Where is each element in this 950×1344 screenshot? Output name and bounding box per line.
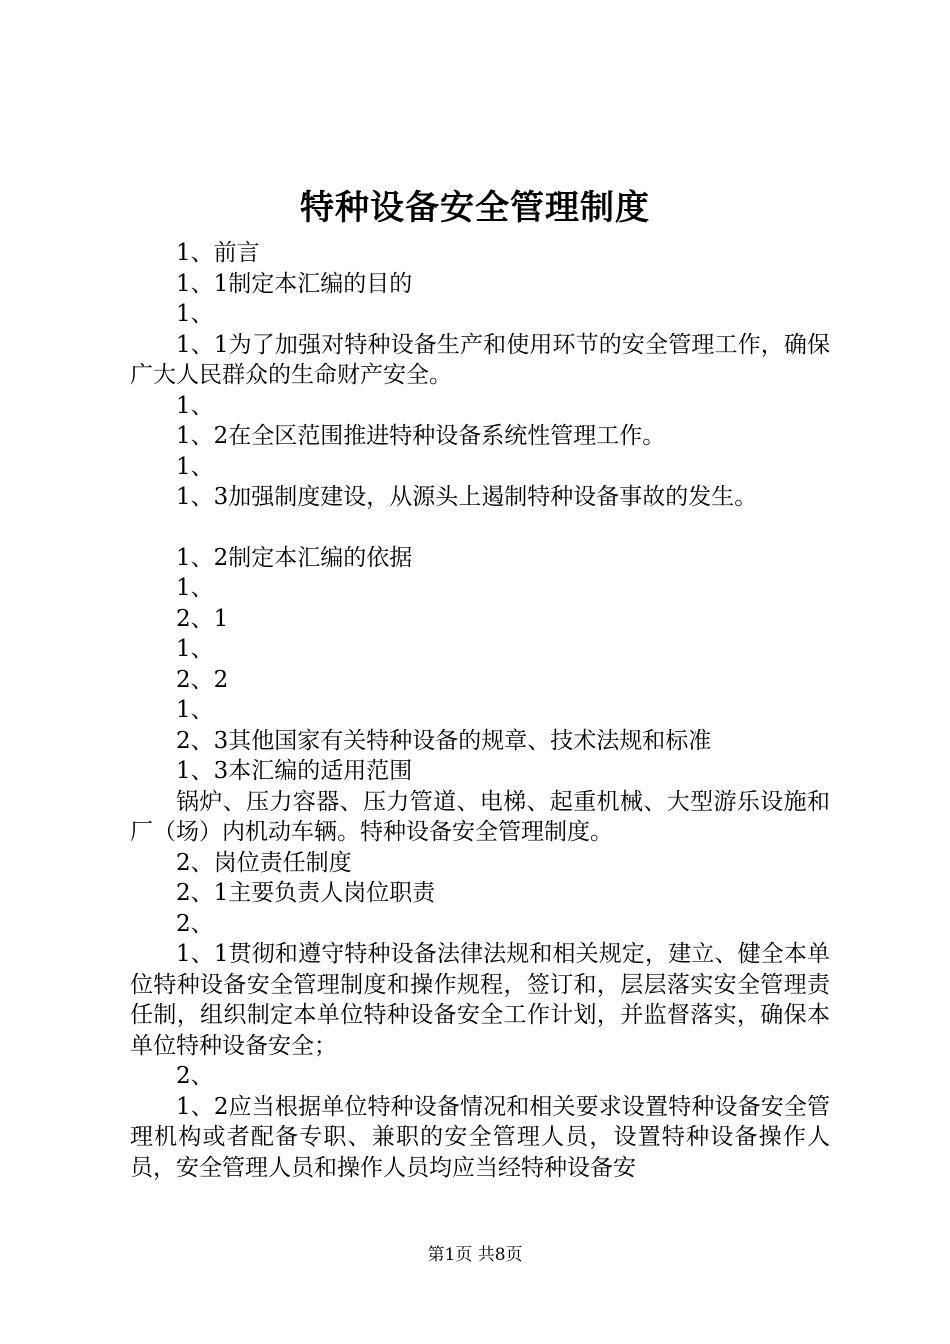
paragraph: 2、: [176, 1063, 214, 1089]
paragraph: 1、2应当根据单位特种设备情况和相关要求设置特种设备安全管理机构或者配备专职、兼职的安全管理人员，设置特种设备操作人员，安全管理人员和操作人员均应当经特种设备安: [130, 1093, 830, 1181]
paragraph: 2、3其他国家有关特种设备的规章、技术法规和标准: [176, 727, 712, 754]
page-footer: 第1页 共8页: [427, 1245, 523, 1265]
paragraph: 1、前言: [176, 240, 260, 266]
paragraph: 1、1制定本汇编的目的: [176, 270, 413, 297]
paragraph: 2、1: [176, 605, 229, 632]
paragraph: 2、: [176, 910, 214, 937]
paragraph: 1、: [176, 697, 214, 723]
document-body: [130, 238, 830, 1183]
paragraph: 1、2在全区范围推进特种设备系统性管理工作。: [176, 423, 666, 449]
paragraph: 锅炉、压力容器、压力管道、电梯、起重机械、大型游乐设施和厂（场）内机动车辆。特种设备安全管理制度。: [130, 788, 830, 845]
paragraph: 1、3本汇编的适用范围: [176, 758, 413, 784]
paragraph: 1、: [176, 453, 214, 480]
paragraph: 1、1为了加强对特种设备生产和使用环节的安全管理工作，确保广大人民群众的生命财产安全。: [130, 331, 830, 388]
paragraph: 2、岗位责任制度: [176, 849, 352, 876]
paragraph: 1、2制定本汇编的依据: [176, 544, 413, 571]
paragraph: 1、: [176, 575, 214, 601]
paragraph: 1、: [176, 301, 214, 327]
paragraph: 1、3加强制度建设，从源头上遏制特种设备事故的发生。: [176, 484, 758, 510]
paragraph: 1、1贯彻和遵守特种设备法律法规和相关规定，建立、健全本单位特种设备安全管理制度和操作规程，签订和，层层落实安全管理责任制，组织制定本单位特种设备安全工作计划，并监督落实，确保本单位特种设备安全；: [130, 941, 830, 1059]
paragraph: 1、: [176, 636, 214, 662]
paragraph: 2、1主要负责人岗位职责: [176, 880, 436, 906]
document-title: 特种设备安全管理制度: [300, 188, 650, 228]
paragraph: 1、: [176, 392, 214, 419]
paragraph: 2、2: [176, 666, 229, 693]
